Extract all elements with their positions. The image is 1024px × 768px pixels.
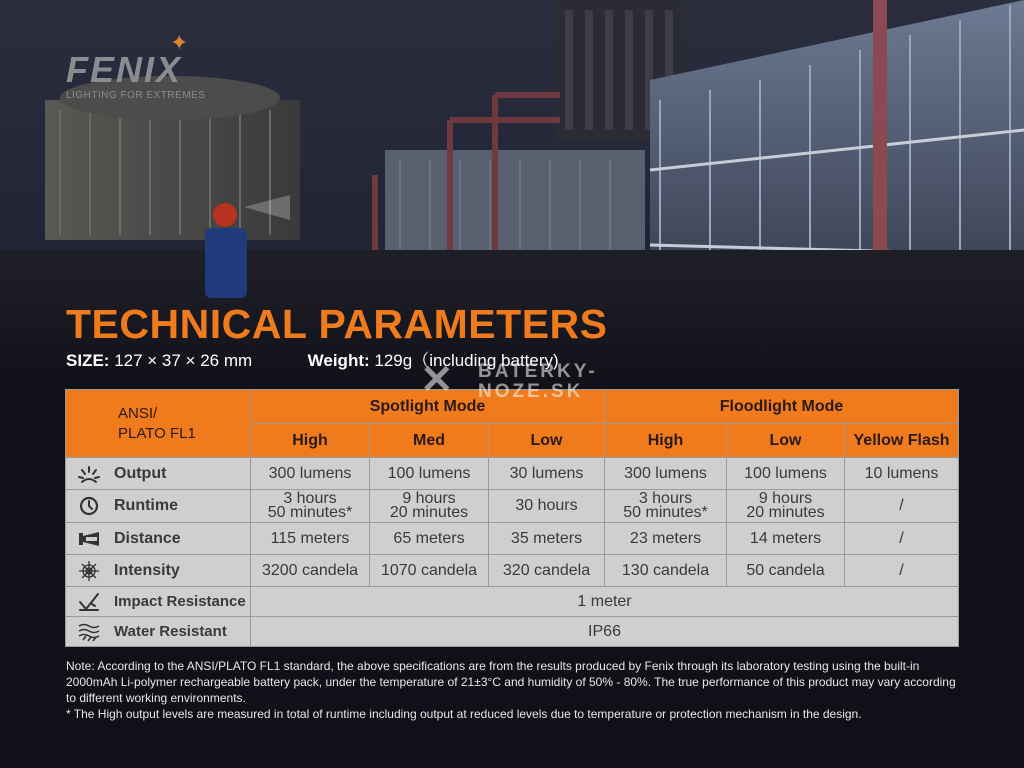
weight-value: 129g（including battery) (374, 351, 559, 370)
table-row-output (66, 458, 959, 490)
water-icon (78, 622, 100, 642)
size-label: SIZE: (66, 351, 110, 370)
table-cell: 30 lumens (489, 458, 605, 490)
column-header: High (251, 424, 370, 458)
table-cell: 320 candela (489, 555, 605, 587)
table-cell: 3200 candela (251, 555, 370, 587)
table-cell: 35 meters (489, 523, 605, 555)
footnote-asterisk: * The High output levels are measured in total of runtime including output at reduced levels due to temperature or protection mechanism in the design. (66, 707, 862, 721)
row-label (66, 587, 251, 617)
table-cell: 1070 candela (370, 555, 489, 587)
impact-icon (78, 592, 100, 612)
row-label (66, 555, 251, 587)
output-icon (78, 464, 100, 484)
row-label (66, 617, 251, 647)
group-header-floodlight: Floodlight Mode (605, 390, 959, 424)
brand-logo: FENIX (66, 49, 183, 90)
row-label-text: Distance (114, 529, 181, 547)
table-cell: 14 meters (727, 523, 845, 555)
brand (66, 30, 206, 101)
standard-label-line2: PLATO FL1 (118, 424, 196, 442)
table-cell: 9 hours 20 minutes (727, 490, 845, 523)
column-header: High (605, 424, 727, 458)
table-cell: 100 lumens (370, 458, 489, 490)
table-cell: / (845, 490, 959, 523)
row-label (66, 458, 251, 490)
table-cell: 10 lumens (845, 458, 959, 490)
table-cell: 30 hours (489, 490, 605, 523)
column-header: Med (370, 424, 489, 458)
table-cell: 23 meters (605, 523, 727, 555)
row-label (66, 523, 251, 555)
table-corner (66, 390, 251, 458)
table-cell: 3 hours 50 minutes* (605, 490, 727, 523)
intensity-icon (78, 561, 100, 581)
table-cell: / (845, 523, 959, 555)
watermark-line2: NOZE.SK (478, 381, 584, 402)
table-row-runtime (66, 490, 959, 523)
table-cell-merged: IP66 (251, 617, 959, 647)
table-cell: 300 lumens (605, 458, 727, 490)
table-cell: 115 meters (251, 523, 370, 555)
column-header: Low (489, 424, 605, 458)
brand-tagline: LIGHTING FOR EXTREMES (66, 90, 206, 101)
parameters-table (65, 389, 959, 647)
column-header: Yellow Flash (845, 424, 959, 458)
row-label (66, 490, 251, 523)
table-cell-merged: 1 meter (251, 587, 959, 617)
weight-label: Weight: (307, 351, 370, 370)
size-value: 127 × 37 × 26 mm (114, 351, 253, 370)
table-row-distance (66, 523, 959, 555)
footnote (66, 658, 966, 722)
watermark-x-icon: ✕ (420, 358, 457, 402)
table-cell: 300 lumens (251, 458, 370, 490)
table-row-intensity (66, 555, 959, 587)
table-row-impact (66, 587, 959, 617)
group-header-spotlight: Spotlight Mode (251, 390, 605, 424)
row-label-text: Output (114, 464, 167, 482)
table-cell: 100 lumens (727, 458, 845, 490)
page-title: TECHNICAL PARAMETERS (66, 301, 608, 347)
table-cell: / (845, 555, 959, 587)
footnote-paragraph: Note: According to the ANSI/PLATO FL1 standard, the above specifications are from the results produced by Fenix through its laboratory testing using the built-in 2000mAh Li-polymer rechargeable battery pack, under the temperature of 21±3°C and humidity of 50% - 80%. The true performance of this product may vary according to different working environments. (66, 659, 956, 705)
standard-label-line1: ANSI/ (118, 404, 158, 422)
row-label-text: Impact Resistance (114, 592, 246, 610)
table-cell: 9 hours 20 minutes (370, 490, 489, 523)
table-cell: 3 hours 50 minutes* (251, 490, 370, 523)
watermark-line1: BATERKY- (478, 361, 598, 382)
row-label-text: Runtime (114, 497, 178, 515)
star-icon: ✦ (170, 30, 189, 55)
table-cell: 65 meters (370, 523, 489, 555)
row-label-text: Water Resistant (114, 622, 227, 640)
row-label-text: Intensity (114, 561, 180, 579)
table-cell: 50 candela (727, 555, 845, 587)
column-header: Low (727, 424, 845, 458)
table-cell: 130 candela (605, 555, 727, 587)
clock-icon (78, 496, 100, 516)
distance-icon (78, 529, 100, 549)
table-row-water (66, 617, 959, 647)
